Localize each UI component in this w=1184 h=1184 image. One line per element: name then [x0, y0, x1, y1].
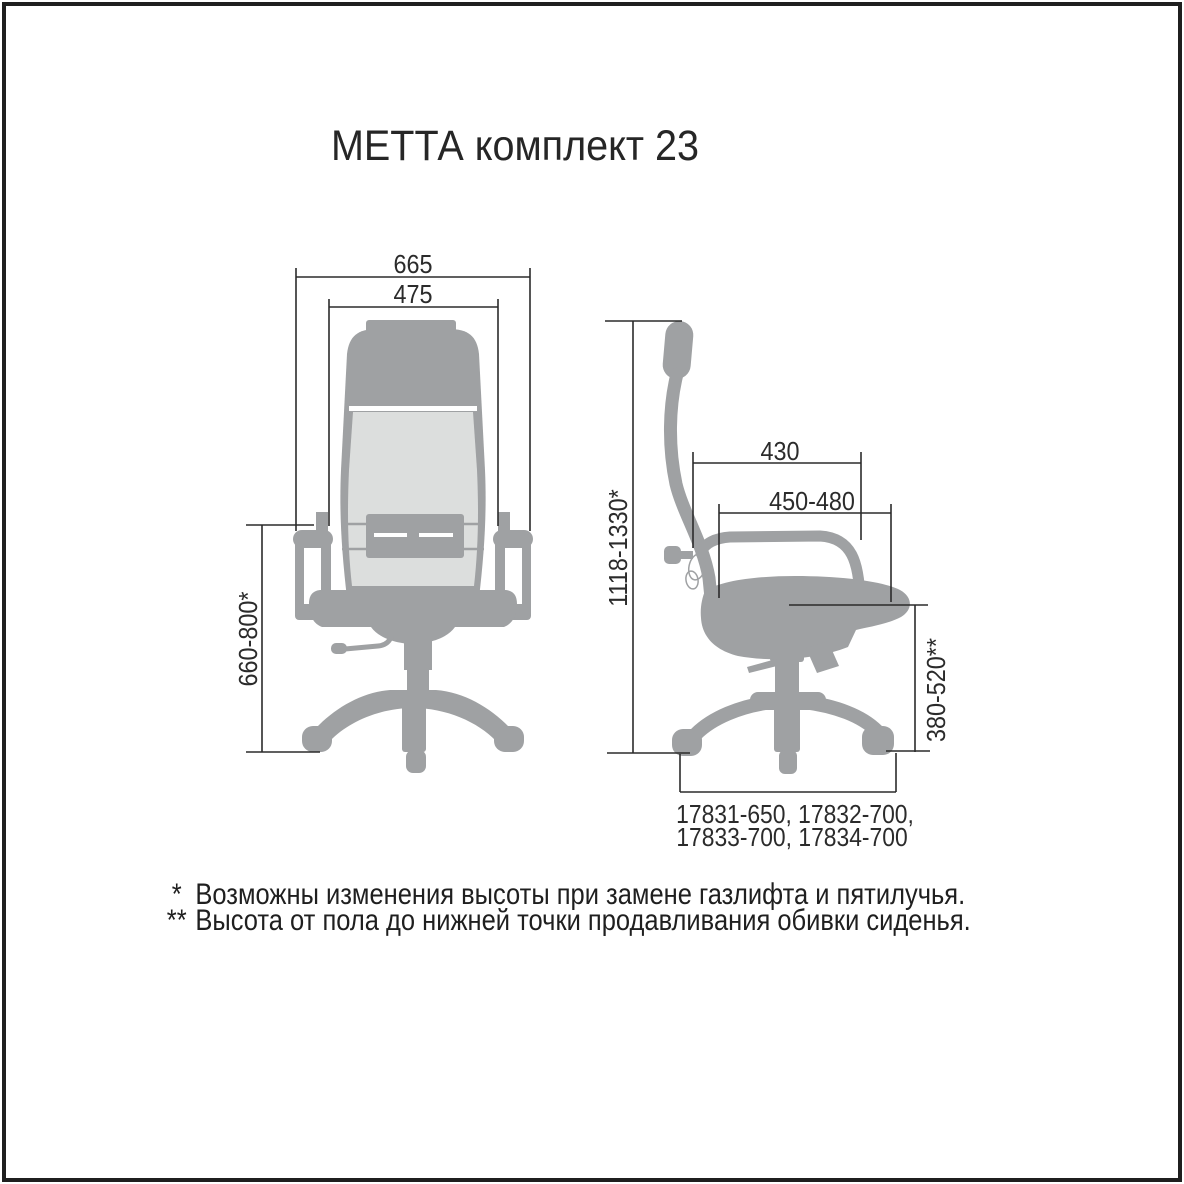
front-seat-lever: [345, 637, 391, 649]
front-headrest-separator: [349, 406, 477, 411]
side-base-arm-front: [804, 702, 877, 731]
page-title: МЕТТА комплект 23: [330, 122, 700, 170]
dim-1118-1330-label: 1118-1330*: [604, 489, 634, 607]
dim-475-label: 475: [393, 280, 433, 310]
side-center-leg: [774, 700, 800, 752]
dim-380-520-label: 380-520**: [922, 637, 952, 743]
side-knob-shaft: [679, 551, 693, 559]
front-caster-right: [494, 726, 524, 752]
side-lever: [747, 659, 777, 673]
dim-450-480-label: 450-480: [769, 487, 855, 517]
front-caster-left: [302, 726, 332, 752]
side-base-arm-back: [696, 702, 772, 734]
side-tension-knob: [664, 546, 681, 564]
front-backrest-mesh: [348, 412, 478, 586]
dim-430-label: 430: [760, 437, 800, 467]
front-center-leg: [402, 696, 426, 752]
side-caster-back: [672, 729, 702, 756]
side-seat: [701, 576, 910, 659]
side-view-chair: [662, 320, 910, 774]
dim-665-label: 665: [393, 250, 433, 280]
front-armrest-left-outer-bar: [295, 542, 304, 614]
front-gas-lift-upper: [404, 640, 432, 670]
front-seat: [309, 590, 517, 644]
base-models-label-1: 17831-650, 17832-700,: [676, 800, 914, 830]
footnote-1-marker: *: [171, 878, 182, 911]
footnote-2-text: Высота от пола до нижней точки продавливания обивки сиденья.: [195, 904, 971, 937]
footnote-2: [158, 906, 971, 936]
side-caster-center: [779, 750, 797, 774]
dim-front-armrest-height: [235, 525, 320, 752]
front-lumbar-slot-right: [419, 533, 453, 537]
base-models-label-2: 17833-700, 17834-700: [676, 823, 908, 853]
front-caster-center: [406, 750, 426, 773]
front-armrest-right-outer-bar: [522, 542, 531, 614]
footnote-2-marker: **: [166, 904, 187, 937]
dim-660-800-label: 660-800*: [234, 591, 264, 687]
front-lumbar-slot-left: [374, 533, 407, 537]
footnote-1-text: Возможны изменения высоты при замене газлифта и пятилучья.: [195, 878, 966, 911]
front-seat-lever-handle: [331, 643, 347, 654]
